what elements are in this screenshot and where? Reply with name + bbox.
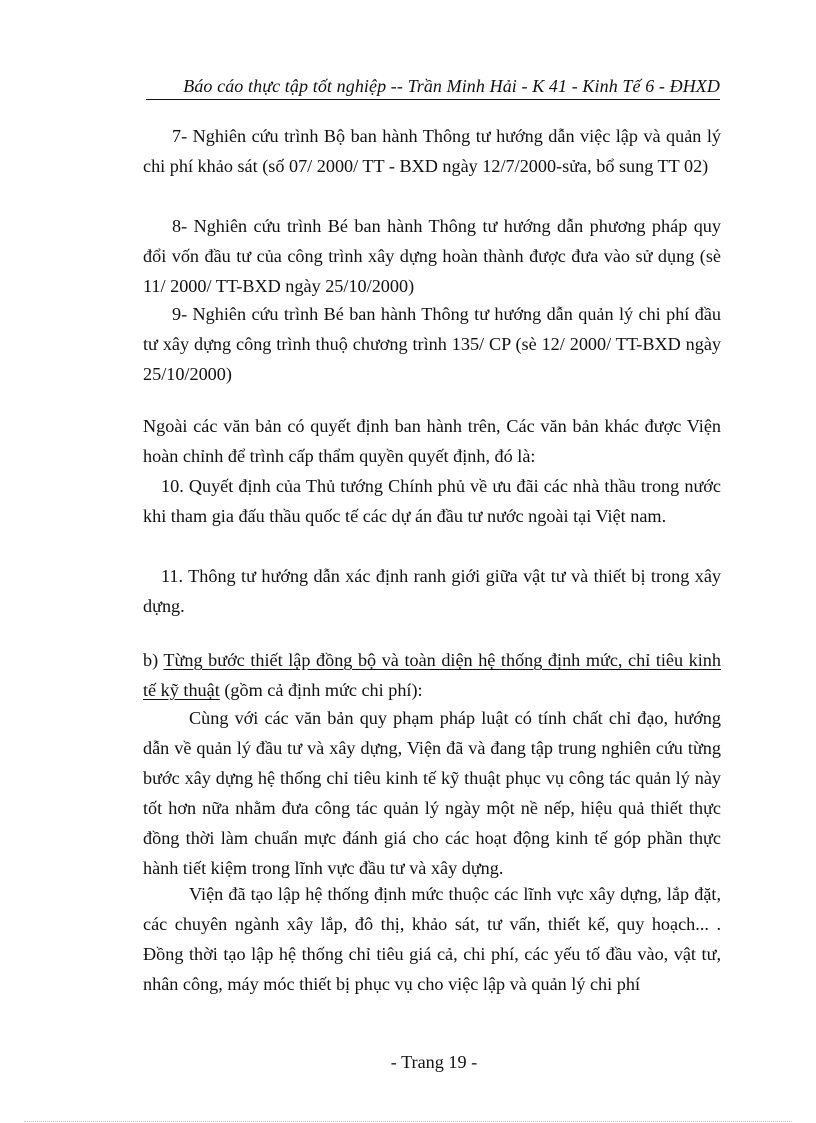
item-10-paragraph: 10. Quyết định của Thủ tướng Chính phủ về ưu đãi các nhà thầu trong nước khi tham gia đấu thầu quốc tế các dự án đầu tư nước ngoài tại Việt nam.	[143, 476, 721, 526]
item-11-paragraph: 11. Thông tư hướng dẫn xác định ranh giới giữa vật tư và thiết bị trong xây dựng.	[143, 566, 721, 616]
section-b-prefix: b)	[143, 650, 164, 670]
item-8-paragraph: 8- Nghiên cứu trình Bé ban hành Thông tư hướng dẫn phương pháp quy đổi vốn đầu tư của công trình xây dựng hoàn thành được đưa vào sử dụng (sè 11/ 2000/ TT-BXD ngày 25/10/2000)	[143, 216, 721, 296]
item-9-paragraph: 9- Nghiên cứu trình Bé ban hành Thông tư hướng dẫn quản lý chi phí đầu tư xây dựng công trình thuộ chương trình 135/ CP (sè 12/ 2000/ TT-BXD ngày 25/10/2000)	[143, 304, 721, 384]
page-number: - Trang 19 -	[390, 1052, 478, 1072]
intro-paragraph: Ngoài các văn bản có quyết định ban hành trên, Các văn bản khác được Viện hoàn chỉnh để trình cấp thẩm quyền quyết định, đó là:	[143, 416, 721, 466]
section-b-suffix: (gồm cả định mức chi phí):	[219, 680, 423, 700]
body-paragraph-2: Viện đã tạo lập hệ thống định mức thuộc các lĩnh vực xây dựng, lắp đặt, các chuyên ngành xây lắp, đô thị, khảo sát, tư vấn, thiết kế, quy hoạch... . Đồng thời tạo lập hệ thống chỉ tiêu giá cả, chi phí, các yếu tố đầu vào, vật tư, nhân công, máy móc thiết bị phục vụ cho việc lập và quản lý chi phí	[143, 884, 721, 994]
bottom-dotted-rule	[24, 1121, 792, 1122]
item-7-paragraph: 7- Nghiên cứu trình Bộ ban hành Thông tư hướng dẫn việc lập và quản lý chi phí khảo sát (số 07/ 2000/ TT - BXD ngày 12/7/2000-sửa, bổ sung TT 02)	[143, 126, 721, 176]
page-header: Báo cáo thực tập tốt nghiệp -- Trần Minh Hải - K 41 - Kinh Tế 6 - ĐHXD	[183, 76, 720, 96]
header-rule	[146, 99, 720, 100]
section-b-title: Từng bước thiết lập đồng bộ và toàn diện hệ thống định mức, chỉ tiêu kinh tế kỹ thuật	[143, 650, 721, 700]
section-b-heading	[143, 645, 721, 705]
body-paragraph-1: Cùng với các văn bản quy phạm pháp luật có tính chất chỉ đạo, hướng dẫn về quản lý đầu tư và xây dựng, Viện đã và đang tập trung nghiên cứu từng bước xây dựng hệ thống chỉ tiêu kinh tế kỹ thuật phục vụ công tác quản lý này tốt hơn nữa nhằm đưa công tác quản lý ngày một nề nếp, hiệu quả thiết thực đồng thời làm chuẩn mực đánh giá cho các hoạt động kinh tế góp phần thực hành tiết kiệm trong lĩnh vực đầu tư và xây dựng.	[143, 708, 721, 878]
